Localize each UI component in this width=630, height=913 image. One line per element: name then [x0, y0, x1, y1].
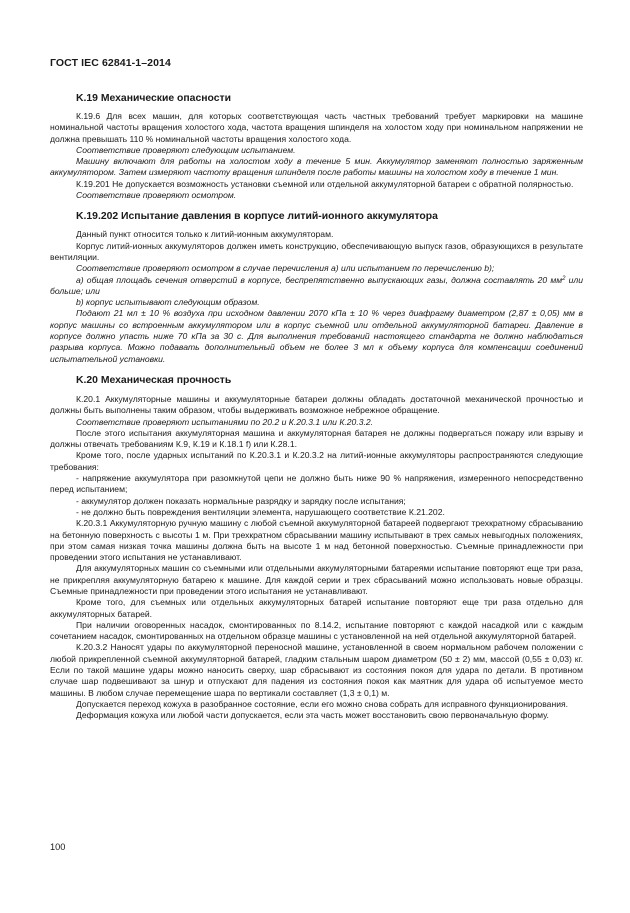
dash-item-charge: - аккумулятор должен показать нормальные разрядку и зарядку после испытания;: [76, 495, 406, 506]
paragraph-separate-batteries: Для аккумуляторных машин со съемными или отдельными аккумуляторными батареями испытание повторяют еще три раза, не прикрепляя аккумуляторную батарею к машине. Для каждой серии и трех сбрасываний можно использовать новые образцы. Съемные принадлежности при проведении этого испытания не устанавливают.: [50, 563, 583, 596]
paragraph-k20-1: К.20.1 Аккумуляторные машины и аккумуляторные батареи должны обладать достаточной механической прочностью и должны быть выполнены таким образом, чтобы выдерживать возможное небрежное обращение.: [50, 393, 583, 416]
compliance-check-k19-6: Соответствие проверяют следующим испытанием.: [76, 144, 296, 155]
paragraph-additional-drops: Кроме того, для съемных или отдельных аккумуляторных батарей испытание повторяют еще три раза отдельно для аккумуляторных батарей.: [50, 597, 583, 619]
paragraph-housing-disassembly: Допускается переход кожуха в разобранное состояние, если его можно снова собрать для исправного функционирования.: [76, 698, 569, 709]
paragraph-li-ion-requirements: Кроме того, после ударных испытаний по К.20.3.1 и К.20.3.2 на литий-ионные аккумуляторы распространяются следующие требования:: [50, 450, 583, 472]
paragraph-k19-6: К.19.6 Для всех машин, для которых соответствующая часть частных требований требует маркировки на машине номинальной частоты вращения холостого хода, частота вращения шпинделя на холостом ходу при номинальном напряжении не должна превышать 110 % номинальной частоты вращения холостого хода.: [50, 111, 583, 144]
paragraph-k19-201: К.19.201 Не допускается возможность установки съемной или отдельной аккумуляторной батареи с обратной полярностью.: [76, 178, 574, 189]
section-heading-k19-202: K.19.202 Испытание давления в корпусе литий-ионного аккумулятора: [76, 211, 438, 223]
paragraph-li-ion-scope: Данный пункт относится только к литий-ионным аккумуляторам.: [76, 229, 334, 240]
dash-item-venting: - не должно быть повреждения вентиляции элемента, нарушающего соответствие К.21.202.: [76, 506, 445, 517]
paragraph-after-test: После этого испытания аккумуляторная машина и аккумуляторная батарея не должны подвергаться пожару или взрыву и должны отвечать требованиям К.9, К.19 и К.18.1 f) или К.28.1.: [50, 427, 583, 450]
paragraph-k20-3-1: К.20.3.1 Аккумуляторную ручную машину с любой съемной аккумуляторной батареей подвергают трехкратному сбрасыванию на бетонную поверхность с высоты 1 м. При трехкратном сбрасывании машину испытывают в трех самых невыгодных положениях, при этом самая низкая точка машины должна быть на высоте 1 м над бетонной поверхностью. Съемные принадлежности при проведении этого испытания не устанавливают.: [50, 518, 583, 563]
dash-item-voltage: - напряжение аккумулятора при разомкнутой цепи не должно быть ниже 90 % напряжения, измеренного непосредственно перед испытанием;: [50, 473, 583, 495]
paragraph-attachments: При наличии оговоренных насадок, смонтированных по 8.14.2, испытание повторяют с каждой насадкой или с каждым сочетанием насадок, смонтированных на отдельном образце машины с установленной на ней отдельной аккумуляторной батарей.: [50, 619, 583, 642]
list-item-a-text: а) общая площадь сечения отверстий в корпусе, беспрепятственно выпускающих газы, должна составлять 20 мм: [76, 274, 563, 285]
page-number: 100: [50, 842, 66, 852]
list-item-a: [50, 275, 583, 298]
section-heading-k20: K.20 Механическая прочность: [76, 374, 232, 386]
page-content: [50, 92, 583, 722]
compliance-check-k20-1: Соответствие проверяют испытаниями по 20.2 и К.20.3.1 или К.20.3.2.: [76, 416, 374, 427]
superscript-2: 2: [562, 275, 566, 282]
paragraph-deformation: Деформация кожуха или любой части допускается, если эта часть может восстановить свою первоначальную форму.: [76, 710, 549, 721]
compliance-check-k19-201: Соответствие проверяют осмотром.: [76, 190, 237, 201]
paragraph-k20-3-2: К.20.3.2 Наносят удары по аккумуляторной переносной машине, установленной в своем нормальном рабочем положении с любой прикрепленной съемной аккумуляторной батарей, гладким стальным шаром диаметром (50 ± 2) мм, массой (0,55 ± 0,03) кг. Если по такой машине удары можно наносить сверху, шар сбрасывают из состояния покоя для удара по детали. В противном случае шар подвешивают за шнур и отпускают для падения из состояния покоя как маятник для удара об испытуемое место машины. В любом случае перемещение шара по вертикали составляет (1,3 ± 0,1) м.: [50, 642, 583, 698]
pressure-test-procedure: Подают 21 мл ± 10 % воздуха при исходном давлении 2070 кПа ± 10 % через диафрагму диаметром (2,87 ± 0,05) мм в корпус машины со встроенным аккумулятором или в корпус съемной или отдельной аккумуляторной батареи. Давление в корпусе должно упасть ниже 70 кПа за 30 с. Для выполнения требований настоящего стандарта не должно наблюдаться разрыва корпуса. Можно подавать дополнительный объем не более 3 мл к объему корпуса для компенсации соединений испытательной установки.: [50, 308, 583, 364]
paragraph-li-ion-enclosure: Корпус литий-ионных аккумуляторов должен иметь конструкцию, обеспечивающую выпуск газов, образующихся в результате вентиляции.: [50, 240, 583, 262]
section-heading-k19: K.19 Механические опасности: [76, 93, 231, 104]
list-item-a-suffix: или больше; или: [50, 274, 584, 296]
test-procedure-k19-6: Машину включают для работы на холостом ходу в течение 5 мин. Аккумулятор заменяют полностью заряженным аккумулятором. Затем измеряют частоту вращения шпинделя после работы машины на холостом ходу в течение 1 мин.: [50, 156, 583, 178]
document-header: ГОСТ IEC 62841-1–2014: [50, 57, 171, 69]
compliance-check-k19-202: Соответствие проверяют осмотром в случае перечисления а) или испытанием по перечислению b);: [76, 263, 495, 274]
list-item-b: b) корпус испытывают следующим образом.: [76, 297, 260, 308]
